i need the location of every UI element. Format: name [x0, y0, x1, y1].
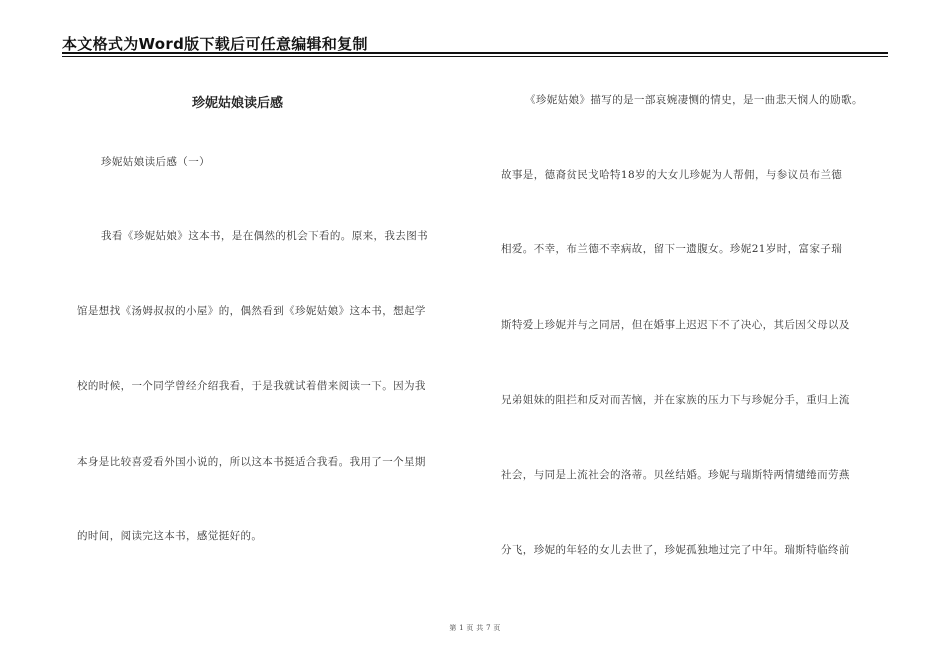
header-rule [62, 52, 888, 54]
section-subtitle: 珍妮姑娘读后感（一） [101, 156, 210, 168]
paragraph-line: 本身是比较喜爱看外国小说的，所以这本书挺适合我看。我用了一个星期 [77, 456, 426, 468]
paragraph-line: 我看《珍妮姑娘》这本书，是在偶然的机会下看的。原来，我去图书 [101, 230, 428, 242]
header-rule-thin [62, 56, 888, 57]
download-notice-header: 本文格式为Word版下载后可任意编辑和复制 [62, 35, 368, 53]
paragraph-line: 馆是想找《汤姆叔叔的小屋》的，偶然看到《珍妮姑娘》这本书，想起学 [77, 305, 426, 317]
paragraph-line: 兄弟姐妹的阻拦和反对而苦恼，并在家族的压力下与珍妮分手，重归上流 [501, 394, 850, 406]
paragraph-line: 斯特爱上珍妮并与之同居，但在婚事上迟迟下不了决心，其后因父母以及 [501, 319, 850, 331]
paragraph-line: 《珍妮姑娘》描写的是一部哀婉凄恻的情史，是一曲悲天悯人的励歌。 [525, 94, 863, 106]
paragraph-line: 故事是，德裔贫民戈哈特18岁的大女儿珍妮为人帮佣，与参议员布兰德 [501, 169, 843, 181]
paragraph-line: 分飞，珍妮的年轻的女儿去世了，珍妮孤独地过完了中年。瑞斯特临终前 [501, 544, 850, 556]
paragraph-line: 校的时候，一个同学曾经介绍我看，于是我就试着借来阅读一下。因为我 [77, 380, 426, 392]
page-number-footer: 第 1 页 共 7 页 [449, 624, 501, 632]
paragraph-line: 相爱。不幸，布兰德不幸病故，留下一遗腹女。珍妮21岁时，富家子瑞 [501, 243, 843, 255]
paragraph-line: 的时间，阅读完这本书，感觉挺好的。 [77, 530, 263, 542]
document-title: 珍妮姑娘读后感 [191, 96, 283, 111]
paragraph-line: 社会，与同是上流社会的洛蒂。贝丝结婚。珍妮与瑞斯特两情缱绻而劳燕 [501, 469, 850, 481]
